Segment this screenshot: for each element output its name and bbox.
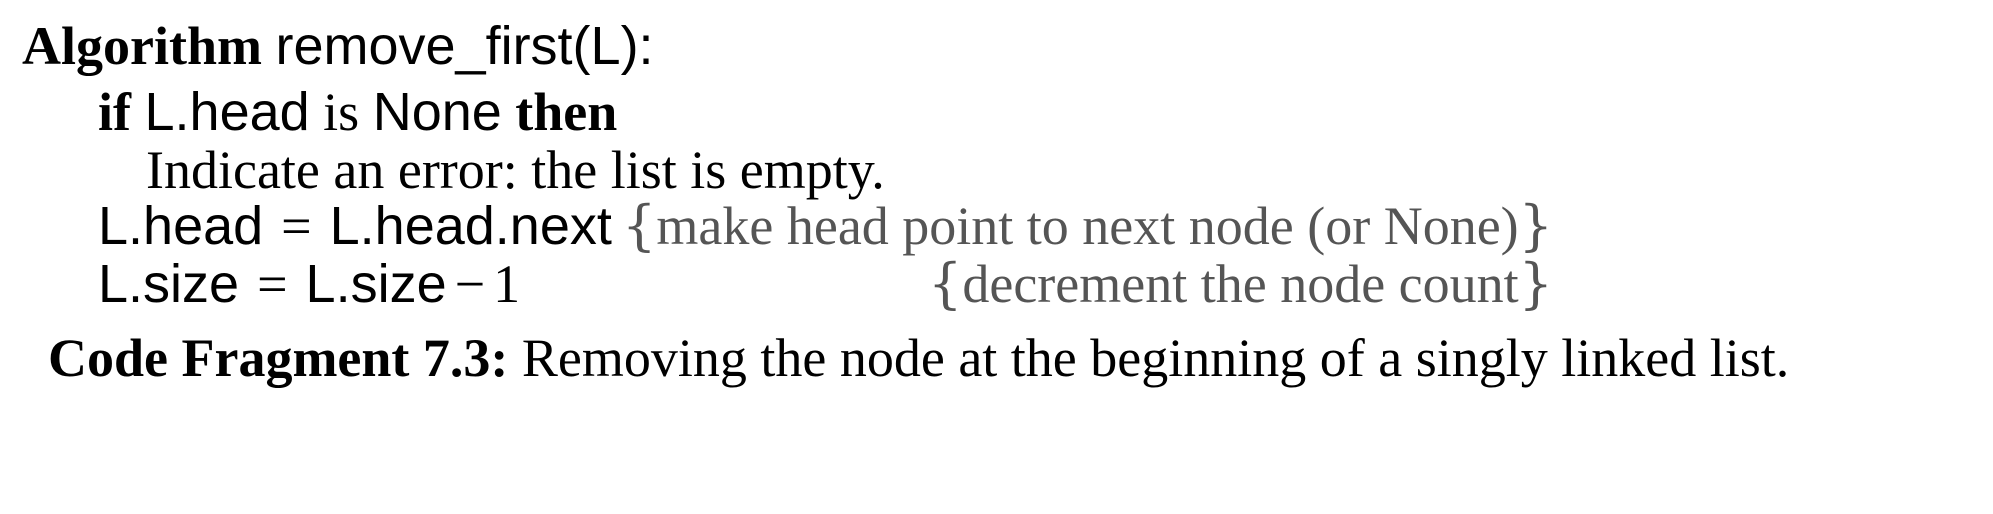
comment-open-brace: { <box>622 194 657 257</box>
if-statement <box>98 80 617 144</box>
algorithm-header <box>22 14 654 78</box>
assign-head-comment-text: make head point to next node (or None) <box>656 196 1519 256</box>
then-keyword: then <box>515 82 618 142</box>
assign-size-comment-text: decrement the node count <box>962 254 1519 314</box>
assign-size-lhs: L.size <box>98 254 240 314</box>
assign-size-minus: − <box>454 254 486 314</box>
condition-operator: is <box>323 82 360 142</box>
assign-head-lhs: L.head <box>98 196 264 256</box>
assign-size-operator: = <box>257 254 288 314</box>
condition-left: L.head <box>144 82 310 142</box>
assign-size-rhs-number: 1 <box>493 254 521 314</box>
if-keyword: if <box>98 82 131 142</box>
error-statement: Indicate an error: the list is empty. <box>146 140 885 200</box>
assign-head-rhs: L.head.next <box>329 196 612 256</box>
assign-head-comment <box>622 194 1553 258</box>
assign-size-comment <box>928 252 1553 316</box>
assign-head-operator: = <box>281 196 312 256</box>
condition-right: None <box>372 82 502 142</box>
algorithm-name: remove_first(L): <box>275 16 654 76</box>
caption <box>48 326 1789 390</box>
comment-close-brace: } <box>1518 252 1553 315</box>
algorithm-keyword: Algorithm <box>22 16 262 76</box>
assign-size-statement <box>98 252 520 316</box>
comment-close-brace: } <box>1518 194 1553 257</box>
caption-label: Code Fragment 7.3: <box>48 328 509 388</box>
comment-open-brace: { <box>928 252 963 315</box>
caption-text: Removing the node at the beginning of a singly linked list. <box>521 328 1790 388</box>
assign-size-rhs-var: L.size <box>305 254 447 314</box>
assign-head-statement <box>98 194 612 258</box>
